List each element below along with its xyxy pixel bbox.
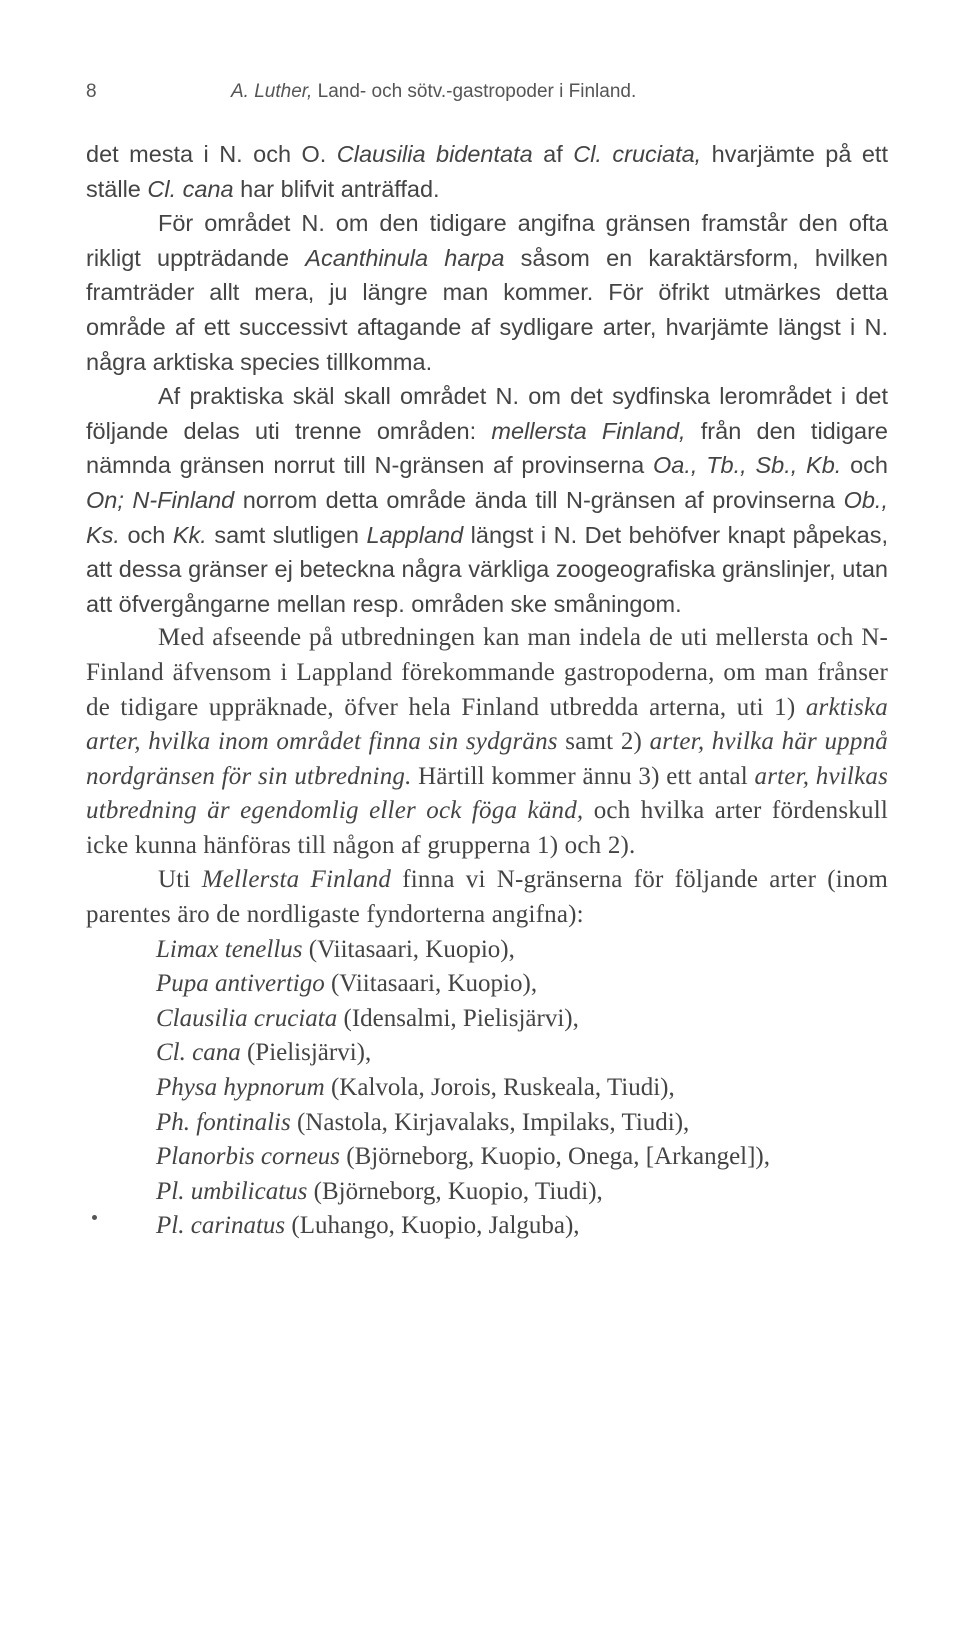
- text-run: norrom detta område ända till N-gränsen af provinserna: [234, 486, 844, 513]
- species-entry: [156, 933, 888, 968]
- species-list: [86, 933, 888, 1244]
- species-entry: [156, 1175, 888, 1210]
- paragraph: [86, 379, 888, 621]
- species-localities: (Viitasaari, Kuopio),: [302, 935, 515, 963]
- running-title-text: Land- och sötv.-gastropoder i Finland.: [312, 81, 637, 102]
- text-run: från den tidigare nämnda gränsen norrut till N-gränsen af provinserna: [86, 417, 889, 479]
- text-run: Af praktiska skäl skall området N. om det sydfinska lerområdet i det följande delas uti trenne områden:: [86, 383, 888, 444]
- paragraph: [86, 137, 888, 206]
- paragraphs: [86, 137, 888, 933]
- text-run: För området N. om den tidigare angifna gränsen framstår den ofta rikligt uppträdande: [86, 210, 888, 271]
- species-localities: (Björneborg, Kuopio, Onega, [Arkangel]),: [340, 1143, 771, 1171]
- italic-term: Oa., Tb., Sb., Kb.: [653, 452, 842, 479]
- species-name: Pl. umbilicatus: [156, 1177, 308, 1205]
- page-number: 8: [86, 81, 97, 102]
- text-run: Härtill kommer ännu 3) ett antal: [411, 762, 755, 790]
- italic-term: Cl. cruciata,: [573, 141, 702, 167]
- text-run: samt 2): [557, 728, 650, 756]
- text-run: har blifvit anträffad.: [233, 175, 440, 202]
- species-entry: [156, 1036, 888, 1071]
- species-entry: [156, 967, 888, 1002]
- running-head: [86, 77, 888, 107]
- text-run: och: [841, 452, 888, 479]
- species-name: Ph. fontinalis: [156, 1108, 291, 1136]
- running-title: [231, 77, 636, 107]
- text-run: det mesta i N. och O.: [86, 141, 337, 167]
- species-entry: [156, 1209, 888, 1244]
- species-entry: [156, 1106, 888, 1141]
- text-run: längst i N. Det behöfver knapt påpekas, att dessa gränser ej beteckna några värkliga zoogeografiska gränslinjer, utan att öfvergångarne mellan resp. områden ske småningom.: [86, 521, 888, 617]
- italic-term: Clausilia bidentata: [336, 141, 533, 167]
- stray-dot-mark: [92, 1215, 97, 1220]
- text-run: finna vi N-gränserna för följande arter (inom parentes äro de nordligaste fyndorterna angifna):: [86, 866, 888, 929]
- species-localities: (Björneborg, Kuopio, Tiudi),: [307, 1177, 603, 1205]
- species-localities: (Luhango, Kuopio, Jalguba),: [285, 1212, 580, 1240]
- species-localities: (Viitasaari, Kuopio),: [324, 970, 538, 998]
- italic-term: Mellersta Finland: [201, 866, 392, 894]
- text-run: hvarjämte på ett ställe: [86, 141, 888, 202]
- italic-term: mellersta Finland,: [491, 417, 686, 444]
- paragraph: [86, 621, 888, 863]
- italic-term: Acanthinula harpa: [305, 244, 505, 271]
- species-name: Pupa antivertigo: [156, 970, 325, 998]
- italic-term: arter, hvilka här uppnå nordgränsen för sin utbredning.: [86, 728, 888, 790]
- species-localities: (Idensalmi, Pielisjärvi),: [337, 1004, 579, 1032]
- italic-term: On;: [86, 486, 124, 513]
- italic-term: Cl. cana: [147, 175, 234, 202]
- species-name: Physa hypnorum: [156, 1074, 325, 1102]
- text-run: Med afseende på utbredningen kan man indela de uti mellersta och N-Finland äfvensom i Lappland förekommande gastropoderna, om man frånser de tidigare uppräknade, öfver hela Finland utbredda arterna, uti 1): [86, 624, 888, 721]
- species-name: Pl. carinatus: [156, 1212, 286, 1240]
- body-text: [86, 137, 888, 1244]
- species-name: Cl. cana: [156, 1039, 241, 1067]
- italic-term: arktiska arter, hvilka inom området finna sin sydgräns: [86, 693, 888, 756]
- text-run: Uti: [158, 866, 202, 894]
- italic-term: Kk.: [172, 521, 207, 548]
- italic-term: Ob., Ks.: [86, 486, 888, 548]
- species-name: Clausilia cruciata: [156, 1004, 338, 1032]
- paragraph: [86, 863, 888, 932]
- running-title-author: A. Luther,: [231, 81, 313, 102]
- species-localities: (Kalvola, Jorois, Ruskeala, Tiudi),: [324, 1074, 675, 1102]
- species-entry: [156, 1002, 888, 1037]
- species-entry: [156, 1140, 888, 1175]
- italic-term: N-Finland: [132, 486, 235, 513]
- species-localities: (Pielisjärvi),: [240, 1039, 372, 1067]
- text-run: och: [119, 521, 173, 548]
- species-name: Planorbis corneus: [156, 1143, 341, 1171]
- italic-term: arter, hvilkas utbredning är egendomlig eller ock föga känd,: [86, 762, 888, 825]
- paragraph: [86, 206, 888, 379]
- text-run: samt slutligen: [206, 521, 367, 548]
- text-run: af: [532, 141, 574, 167]
- species-name: Limax tenellus: [156, 935, 303, 963]
- text-run: och hvilka arter fördenskull icke kunna hänföras till någon af grupperna 1) och 2).: [86, 797, 888, 859]
- species-entry: [156, 1071, 888, 1106]
- species-localities: (Nastola, Kirjavalaks, Impilaks, Tiudi),: [290, 1108, 690, 1136]
- italic-term: Lappland: [366, 521, 464, 548]
- text-run: såsom en karaktärsform, hvilken framträder allt mera, ju längre man kommer. För öfrikt utmärkes detta område af ett successivt aftagande af sydligare arter, hvarjämte längst i N. några arktiska species tillkomma.: [86, 244, 888, 375]
